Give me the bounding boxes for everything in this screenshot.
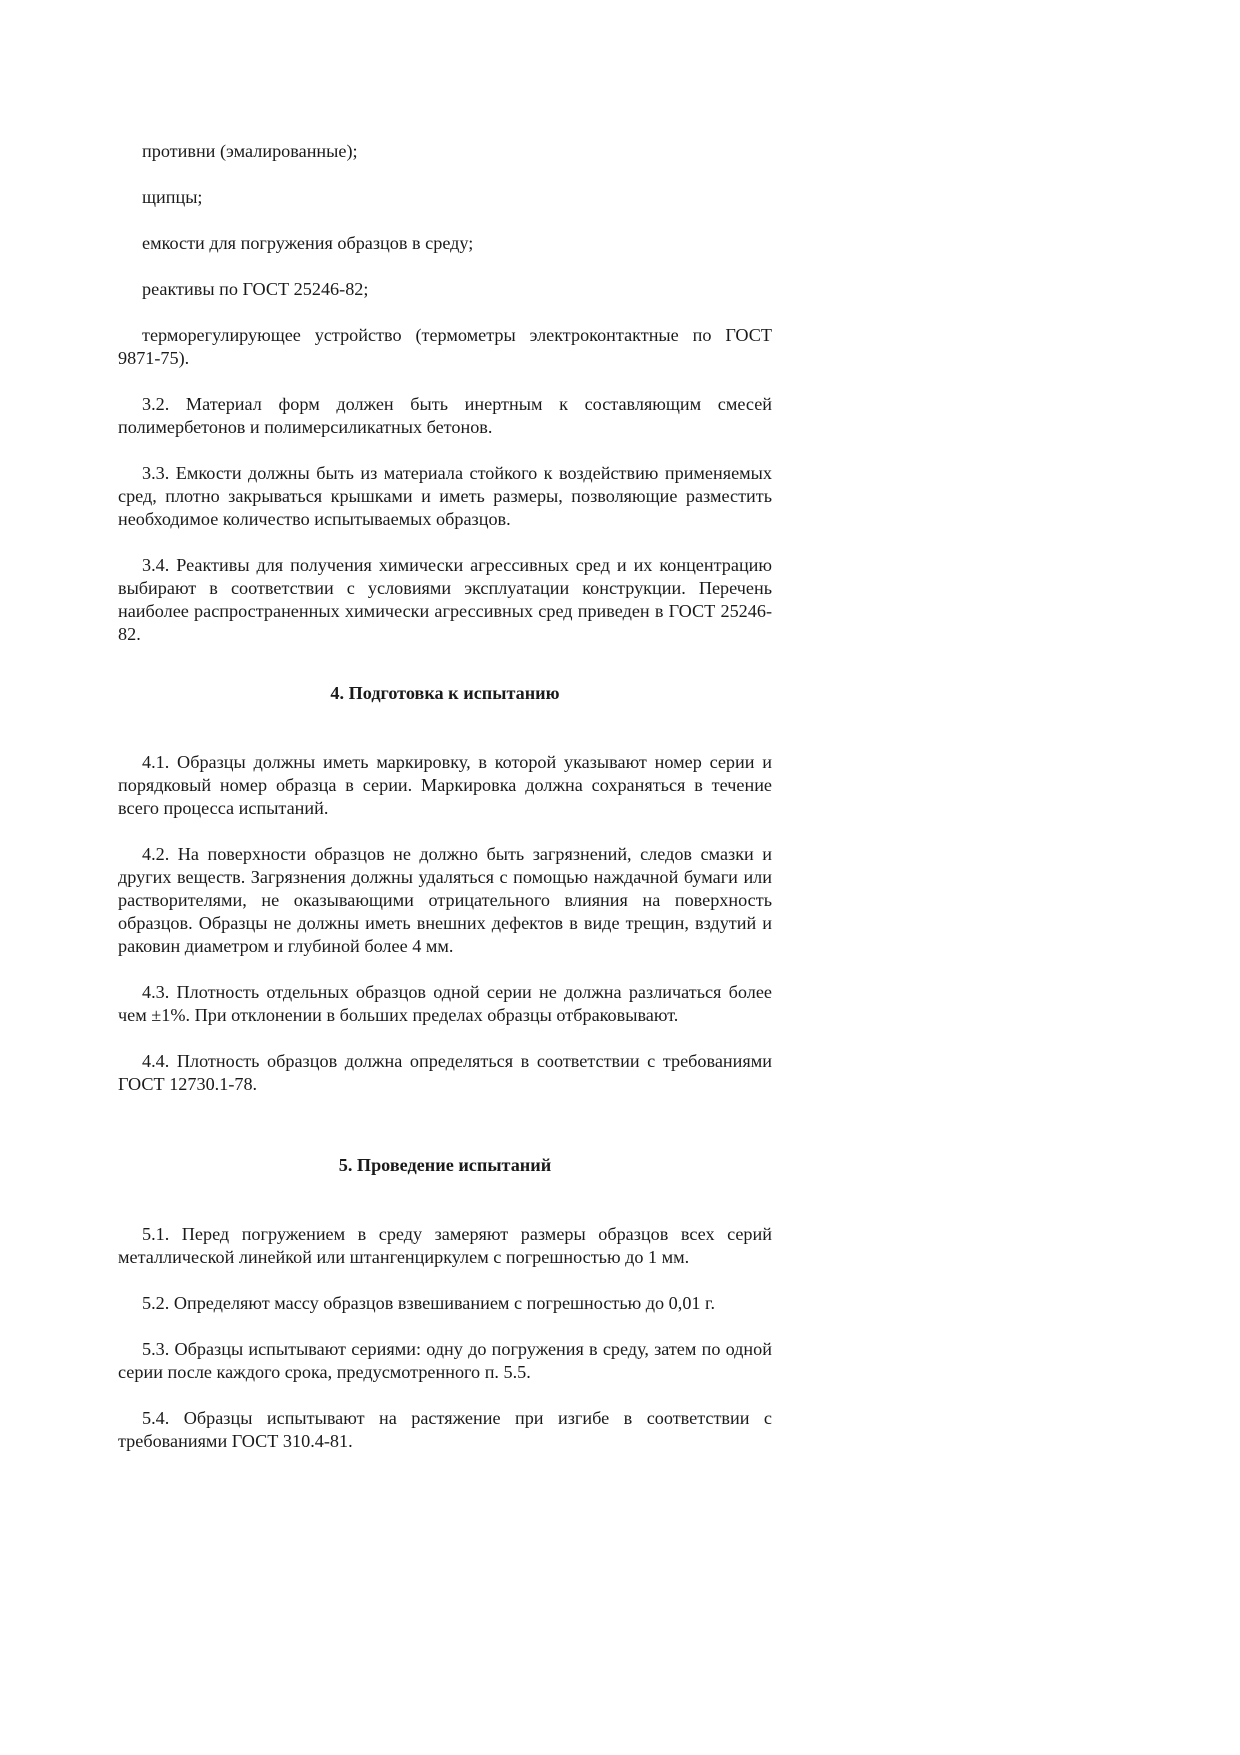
paragraph-4-2: 4.2. На поверхности образцов не должно быть загрязнений, следов смазки и других веществ. Загрязнения должны удаляться с помощью наждачной бумаги или растворителями, не оказывающими отрицательного влияния на поверхность образцов. Образцы не должны иметь внешних дефектов в виде трещин, вздутий и раковин диаметром и глубиной более 4 мм. bbox=[118, 844, 772, 956]
paragraph-4-1: 4.1. Образцы должны иметь маркировку, в которой указывают номер серии и порядковый номер образца в серии. Маркировка должна сохраняться в течение всего процесса испытаний. bbox=[118, 752, 772, 818]
paragraph-5-3: 5.3. Образцы испытывают сериями: одну до погружения в среду, затем по одной серии после каждого срока, предусмотренного п. 5.5. bbox=[118, 1339, 772, 1382]
paragraph-4-3: 4.3. Плотность отдельных образцов одной серии не должна различаться более чем ±1%. При отклонении в больших пределах образцы отбраковывают. bbox=[118, 982, 772, 1025]
paragraph-4-4: 4.4. Плотность образцов должна определяться в соответствии с требованиями ГОСТ 12730.1-78. bbox=[118, 1051, 772, 1094]
list-item: терморегулирующее устройство (термометры электроконтактные по ГОСТ 9871-75). bbox=[118, 325, 772, 368]
section-5-heading: 5. Проведение испытаний bbox=[338, 1155, 552, 1175]
section-4-heading: 4. Подготовка к испытанию bbox=[330, 683, 560, 703]
paragraph-3-4: 3.4. Реактивы для получения химически агрессивных сред и их концентрацию выбирают в соответствии с условиями эксплуатации конструкции. Перечень наиболее распространенных химически агрессивных сред приведен в ГОСТ 25246-82. bbox=[118, 555, 772, 644]
list-item: реактивы по ГОСТ 25246-82; bbox=[142, 279, 369, 299]
list-item: щипцы; bbox=[142, 187, 203, 207]
list-item: емкости для погружения образцов в среду; bbox=[142, 233, 474, 253]
paragraph-5-1: 5.1. Перед погружением в среду замеряют размеры образцов всех серий металлической линейкой или штангенциркулем с погрешностью до 1 мм. bbox=[118, 1224, 772, 1267]
document-page bbox=[118, 140, 772, 1476]
paragraph-3-3: 3.3. Емкости должны быть из материала стойкого к воздействию применяемых сред, плотно закрываться крышками и иметь размеры, позволяющие разместить необходимое количество испытываемых образцов. bbox=[118, 463, 772, 529]
paragraph-5-2: 5.2. Определяют массу образцов взвешиванием с погрешностью до 0,01 г. bbox=[142, 1293, 716, 1313]
paragraph-3-2: 3.2. Материал форм должен быть инертным к составляющим смесей полимербетонов и полимерсиликатных бетонов. bbox=[118, 394, 772, 437]
paragraph-5-4: 5.4. Образцы испытывают на растяжение при изгибе в соответствии с требованиями ГОСТ 310.4-81. bbox=[118, 1408, 772, 1451]
list-item: противни (эмалированные); bbox=[142, 141, 358, 161]
